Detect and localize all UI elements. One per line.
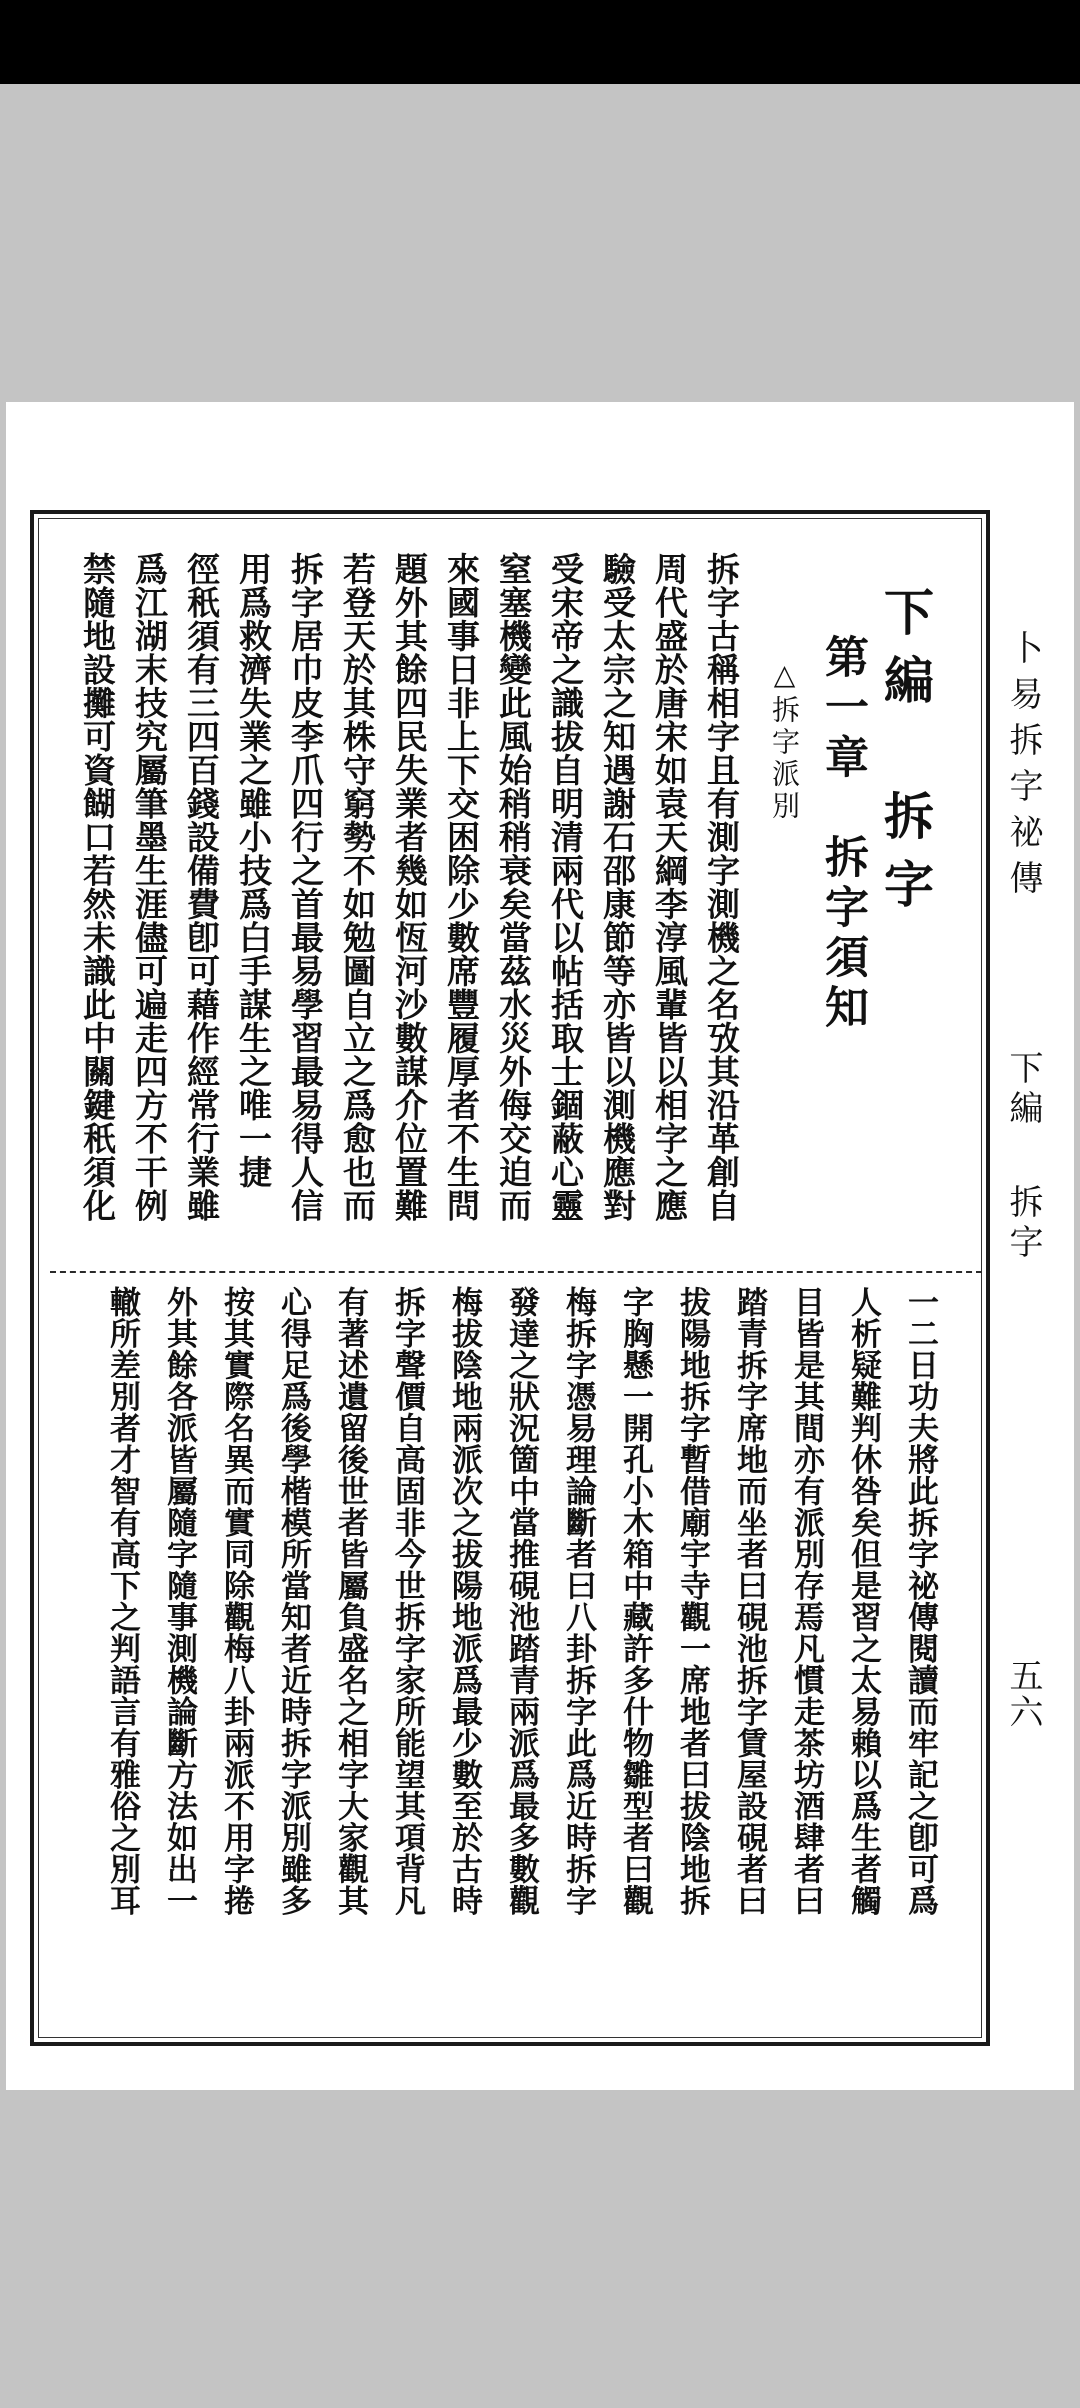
- lower-text-column: 心得足爲後學楷模所當知者近時拆字派別雖多: [275, 1286, 311, 1916]
- lower-text-column: 人析疑難判休咎矣但是習之太易賴以爲生者觸: [845, 1286, 881, 1916]
- lower-text-column: 字胸懸一開孔小木箱中藏許多什物雛型者曰觀: [617, 1286, 653, 1916]
- upper-text-column: 受宋帝之識拔自明清兩代以帖括取士錮蔽心靈: [546, 552, 585, 1222]
- lower-text-column: 梅拆字憑易理論斷者曰八卦拆字此爲近時拆字: [560, 1286, 596, 1916]
- lower-text-column: 一二日功夫將此拆字祕傳閱讀而牢記之卽可爲: [902, 1286, 938, 1916]
- lower-text-column: 踏青拆字席地而坐者曰硯池拆字賃屋設硯者曰: [731, 1286, 767, 1916]
- lower-text-column: 轍所差別者才智有高下之判語言有雅俗之別耳: [104, 1286, 140, 1916]
- lower-text-column: 發達之狀況箇中當推硯池踏青兩派爲最多數觀: [503, 1286, 539, 1916]
- running-header-part: 下編: [1003, 1050, 1043, 1130]
- scanned-page: [6, 402, 1074, 2090]
- upper-text-column: 窒塞機變此風始稍稍衰矣當茲水災外侮交迫而: [494, 552, 533, 1222]
- lower-text-column: 梅拔陰地兩派次之拔陽地派爲最少數至於古時: [446, 1286, 482, 1916]
- section-divider: [50, 1271, 982, 1273]
- upper-text-column: 題外其餘四民失業者幾如恆河沙數謀介位置難: [390, 552, 429, 1222]
- chapter-heading: 第一章 拆字須知: [817, 634, 868, 1034]
- upper-text-column: 用爲救濟失業之雖小技爲白手謀生之唯一捷: [234, 552, 273, 1189]
- upper-text-column: 禁隨地設攤可資餬口若然未識此中關鍵秖須化: [78, 552, 117, 1222]
- upper-text-column: 爲江湖末技究屬筆墨生涯儘可遍走四方不干例: [130, 552, 169, 1222]
- upper-text-column: 來國事日非上下交困除少數席豐履厚者不生問: [442, 552, 481, 1222]
- upper-text-column: 周代盛於唐宋如袁天綱李淳風輩皆以相字之應: [650, 552, 689, 1222]
- part-heading: 下編 拆字: [876, 586, 935, 926]
- lower-text-column: 目皆是其間亦有派別存焉凡慣走茶坊酒肆者曰: [788, 1286, 824, 1916]
- running-header-title: 卜易拆字祕傳: [1003, 630, 1043, 906]
- lower-text-column: 有著述遺留後世者皆屬負盛名之相字大家觀其: [332, 1286, 368, 1916]
- upper-text-column: 驗受太宗之知遇謝石邵康節等亦皆以測機應對: [598, 552, 637, 1222]
- running-header-section: 拆字: [1003, 1184, 1043, 1264]
- subheading: △拆字派別: [768, 658, 801, 823]
- lower-text-column: 外其餘各派皆屬隨字隨事測機論斷方法如出一: [161, 1286, 197, 1916]
- lower-text-column: 按其實際名異而實同除觀梅八卦兩派不用字捲: [218, 1286, 254, 1916]
- upper-text-column: 拆字居巾皮李爪四行之首最易學習最易得人信: [286, 552, 325, 1222]
- page-number: 五六: [1003, 1658, 1043, 1730]
- upper-text-column: 若登天於其株守窮勢不如勉圖自立之爲愈也而: [338, 552, 377, 1222]
- top-black-bar: [0, 0, 1080, 84]
- upper-text-column: 徑秖須有三四百錢設備費卽可藉作經常行業雖: [182, 552, 221, 1222]
- lower-text-column: 拆字聲價自高固非今世拆字家所能望其項背凡: [389, 1286, 425, 1916]
- upper-text-column: 拆字古稱相字且有測字測機之名攷其沿革創自: [702, 552, 741, 1222]
- lower-text-column: 拔陽地拆字暫借廟宇寺觀一席地者曰拔陰地拆: [674, 1286, 710, 1916]
